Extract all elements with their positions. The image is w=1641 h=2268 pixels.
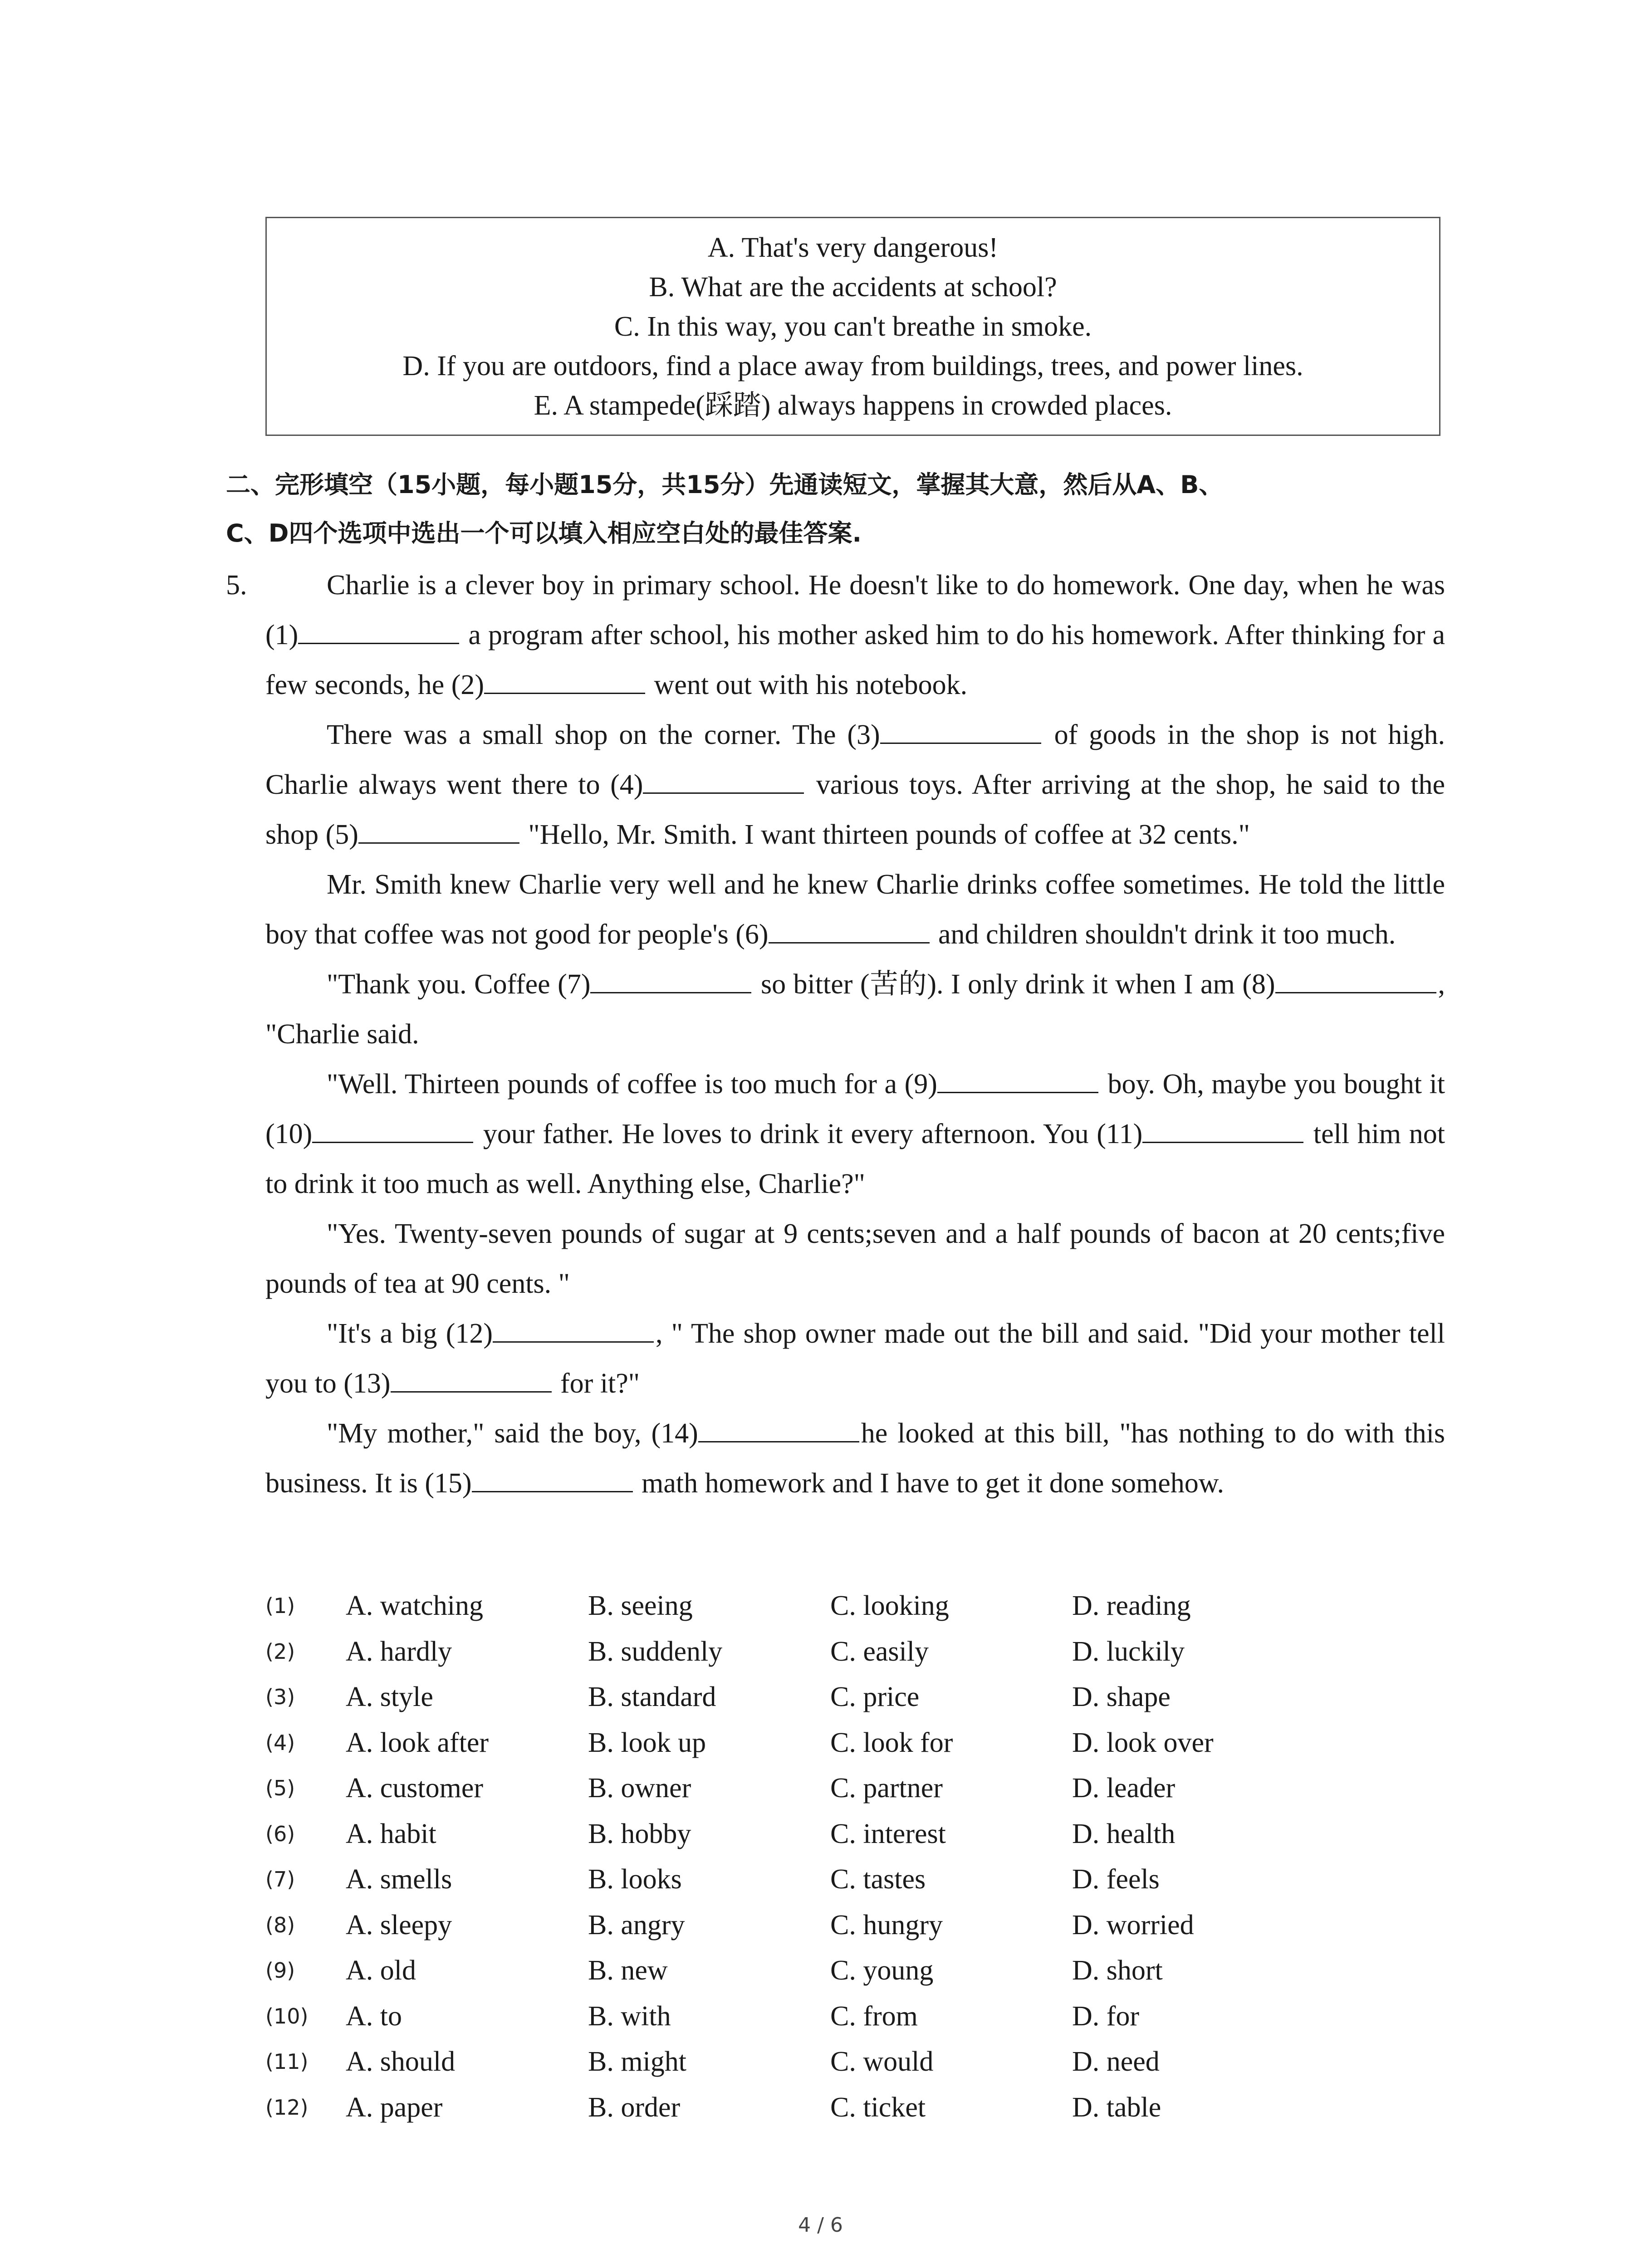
passage-text: "Thank you. Coffee (7): [327, 969, 591, 1000]
choice-b[interactable]: B. angry: [588, 1909, 685, 1941]
choice-number: (10): [265, 2004, 309, 2028]
option-c: C. In this way, you can't breathe in smoke.: [614, 311, 1092, 342]
blank-9[interactable]: [937, 1068, 1098, 1093]
passage-text: "My mother," said the boy, (14): [327, 1418, 698, 1449]
answer-choices: [265, 1583, 1445, 2130]
choice-row: [265, 1765, 1445, 1811]
choice-b[interactable]: B. new: [588, 1955, 668, 1986]
choice-number: (8): [265, 1912, 295, 1937]
blank-13[interactable]: [391, 1368, 552, 1393]
choice-row: [265, 1948, 1445, 1994]
passage-text: your father. He loves to drink it every afternoon. You (11): [475, 1119, 1143, 1149]
choice-number: (5): [265, 1776, 295, 1800]
passage-text: Charlie is a clever boy in primary school. He doesn't like to do homework. One day, when he was (1): [265, 570, 1445, 650]
passage-paragraph: [265, 1209, 1445, 1309]
blank-5[interactable]: [358, 819, 519, 844]
choice-b[interactable]: B. standard: [588, 1681, 716, 1712]
option-d: D. If you are outdoors, find a place away from buildings, trees, and power lines.: [402, 351, 1303, 381]
choice-row: [265, 1674, 1445, 1720]
choice-row: [265, 2039, 1445, 2085]
option-a: A. That's very dangerous!: [707, 232, 999, 263]
choice-c[interactable]: C. tastes: [830, 1864, 926, 1895]
choice-c[interactable]: C. interest: [830, 1818, 946, 1849]
blank-15[interactable]: [472, 1467, 633, 1492]
choice-row: [265, 1902, 1445, 1948]
choice-c[interactable]: C. look for: [830, 1727, 953, 1758]
passage-paragraph: [265, 1309, 1445, 1408]
passage-text: went out with his notebook.: [647, 670, 968, 700]
choice-a[interactable]: A. sleepy: [346, 1909, 452, 1941]
choice-d[interactable]: D. health: [1072, 1818, 1176, 1849]
choice-a[interactable]: A. should: [346, 2046, 456, 2077]
choice-d[interactable]: D. need: [1072, 2046, 1160, 2077]
choice-number: (7): [265, 1867, 295, 1892]
choice-b[interactable]: B. with: [588, 2000, 671, 2032]
choice-number: (2): [265, 1639, 295, 1664]
blank-4[interactable]: [643, 769, 804, 794]
passage-text: "It's a big (12): [327, 1318, 493, 1349]
choice-d[interactable]: D. luckily: [1072, 1636, 1185, 1667]
options-box: [265, 217, 1440, 436]
blank-14[interactable]: [698, 1418, 859, 1442]
choice-number: (6): [265, 1821, 295, 1846]
blank-8[interactable]: [1275, 968, 1436, 993]
choice-row: [265, 1857, 1445, 1902]
choice-b[interactable]: B. order: [588, 2092, 681, 2123]
passage-paragraph: [265, 1059, 1445, 1209]
passage-text: a program after school, his mother asked him to do his homework. After thinking for a few seconds, he (2): [265, 620, 1445, 700]
choice-a[interactable]: A. watching: [346, 1590, 484, 1621]
passage-text: various toys. After arriving at the shop, he said to the shop (5): [265, 769, 1445, 850]
choice-a[interactable]: A. look after: [346, 1727, 489, 1758]
choice-row: [265, 1994, 1445, 2039]
passage-paragraph: [265, 560, 1445, 710]
passage-text: There was a small shop on the corner. The (3): [327, 719, 880, 750]
passage-paragraph: [265, 710, 1445, 860]
blank-12[interactable]: [493, 1318, 654, 1343]
cloze-passage: [265, 560, 1445, 1508]
blank-2[interactable]: [484, 669, 645, 694]
choice-d[interactable]: D. leader: [1072, 1773, 1176, 1804]
passage-text: boy. Oh, maybe you bought it (10): [265, 1069, 1445, 1149]
passage-text: math homework and I have to get it done somehow.: [634, 1468, 1225, 1499]
passage-text: , " The shop owner made out the bill and said. "Did your mother tell you to (13): [265, 1318, 1445, 1399]
choice-b[interactable]: B. hobby: [588, 1818, 691, 1849]
passage-text: so bitter (苦的). I only drink it when I am (8): [753, 969, 1275, 1000]
passage-text: of goods in the shop is not high. Charlie always went there to (4): [265, 719, 1445, 800]
blank-3[interactable]: [880, 719, 1041, 744]
passage-paragraph: [265, 860, 1445, 959]
choice-row: [265, 1811, 1445, 1857]
choice-d[interactable]: D. table: [1072, 2092, 1161, 2123]
page-number: 4 / 6: [798, 2214, 843, 2237]
choice-c[interactable]: C. partner: [830, 1773, 943, 1804]
choice-d[interactable]: D. shape: [1072, 1681, 1171, 1712]
passage-text: "Hello, Mr. Smith. I want thirteen pounds of coffee at 32 cents.": [521, 819, 1250, 850]
choice-number: (9): [265, 1958, 295, 1983]
choice-c[interactable]: C. looking: [830, 1590, 949, 1621]
choice-a[interactable]: A. habit: [346, 1818, 436, 1849]
choice-c[interactable]: C. ticket: [830, 2092, 926, 2123]
blank-1[interactable]: [298, 619, 459, 644]
choice-b[interactable]: B. look up: [588, 1727, 706, 1758]
passage-paragraph: [265, 959, 1445, 1059]
choice-a[interactable]: A. hardly: [346, 1636, 452, 1667]
choice-c[interactable]: C. hungry: [830, 1909, 943, 1941]
choice-b[interactable]: B. looks: [588, 1864, 682, 1895]
choice-row: [265, 1720, 1445, 1766]
passage-paragraph: [265, 1408, 1445, 1508]
choice-d[interactable]: D. reading: [1072, 1590, 1191, 1621]
choice-b[interactable]: B. might: [588, 2046, 687, 2077]
choice-b[interactable]: B. suddenly: [588, 1636, 723, 1667]
choice-number: (4): [265, 1730, 295, 1755]
passage-text: he looked at this bill, "has nothing to do with this business. It is (15): [265, 1418, 1445, 1499]
passage-text: Mr. Smith knew Charlie very well and he knew Charlie drinks coffee sometimes. He told the little boy that coffee was not good for people's (6): [265, 869, 1445, 950]
choice-c[interactable]: C. from: [830, 2000, 918, 2032]
choice-number: (1): [265, 1593, 295, 1618]
choice-a[interactable]: A. old: [346, 1955, 416, 1986]
blank-11[interactable]: [1142, 1118, 1303, 1143]
choice-b[interactable]: B. seeing: [588, 1590, 693, 1621]
passage-text: tell him not to drink it too much as well. Anything else, Charlie?": [265, 1119, 1445, 1199]
question-number: 5.: [226, 570, 247, 601]
blank-10[interactable]: [312, 1118, 473, 1143]
choice-a[interactable]: A. to: [346, 2000, 402, 2032]
choice-c[interactable]: C. young: [830, 1955, 934, 1986]
choice-d[interactable]: D. look over: [1072, 1727, 1214, 1758]
passage-text: "Well. Thirteen pounds of coffee is too much for a (9): [327, 1069, 937, 1100]
choice-a[interactable]: A. paper: [346, 2092, 443, 2123]
choice-d[interactable]: D. short: [1072, 1955, 1163, 1986]
passage-text: "Yes. Twenty-seven pounds of sugar at 9 cents;seven and a half pounds of bacon at 20 cents;five pounds of tea at 90 cents. ": [265, 1218, 1445, 1299]
choice-d[interactable]: D. for: [1072, 2000, 1140, 2032]
choice-d[interactable]: D. feels: [1072, 1864, 1160, 1895]
choice-number: (12): [265, 2095, 309, 2120]
choice-c[interactable]: C. price: [830, 1681, 920, 1712]
blank-7[interactable]: [590, 968, 751, 993]
choice-c[interactable]: C. would: [830, 2046, 934, 2077]
choice-a[interactable]: A. customer: [346, 1773, 484, 1804]
choice-a[interactable]: A. style: [346, 1681, 433, 1712]
choice-row: [265, 1629, 1445, 1675]
choice-row: [265, 1583, 1445, 1629]
section-heading-line2: C、D四个选项中选出一个可以填入相应空白处的最佳答案.: [226, 519, 862, 547]
passage-text: , "Charlie said.: [265, 969, 1445, 1050]
choice-b[interactable]: B. owner: [588, 1773, 691, 1804]
option-e: E. A stampede(踩踏) always happens in crowded places.: [534, 390, 1172, 421]
option-b: B. What are the accidents at school?: [649, 272, 1057, 303]
section-heading-line1: 二、完形填空（15小题，每小题15分，共15分）先通读短文，掌握其大意，然后从A、B、: [226, 470, 1224, 499]
choice-d[interactable]: D. worried: [1072, 1909, 1194, 1941]
choice-number: (11): [265, 2049, 309, 2074]
blank-6[interactable]: [769, 919, 930, 943]
passage-text: and children shouldn't drink it too much.: [931, 919, 1396, 950]
choice-a[interactable]: A. smells: [346, 1864, 452, 1895]
choice-row: [265, 2085, 1445, 2131]
section-heading: [226, 460, 1451, 557]
passage-text: for it?": [553, 1368, 640, 1399]
choice-c[interactable]: C. easily: [830, 1636, 929, 1667]
choice-number: (3): [265, 1685, 295, 1709]
